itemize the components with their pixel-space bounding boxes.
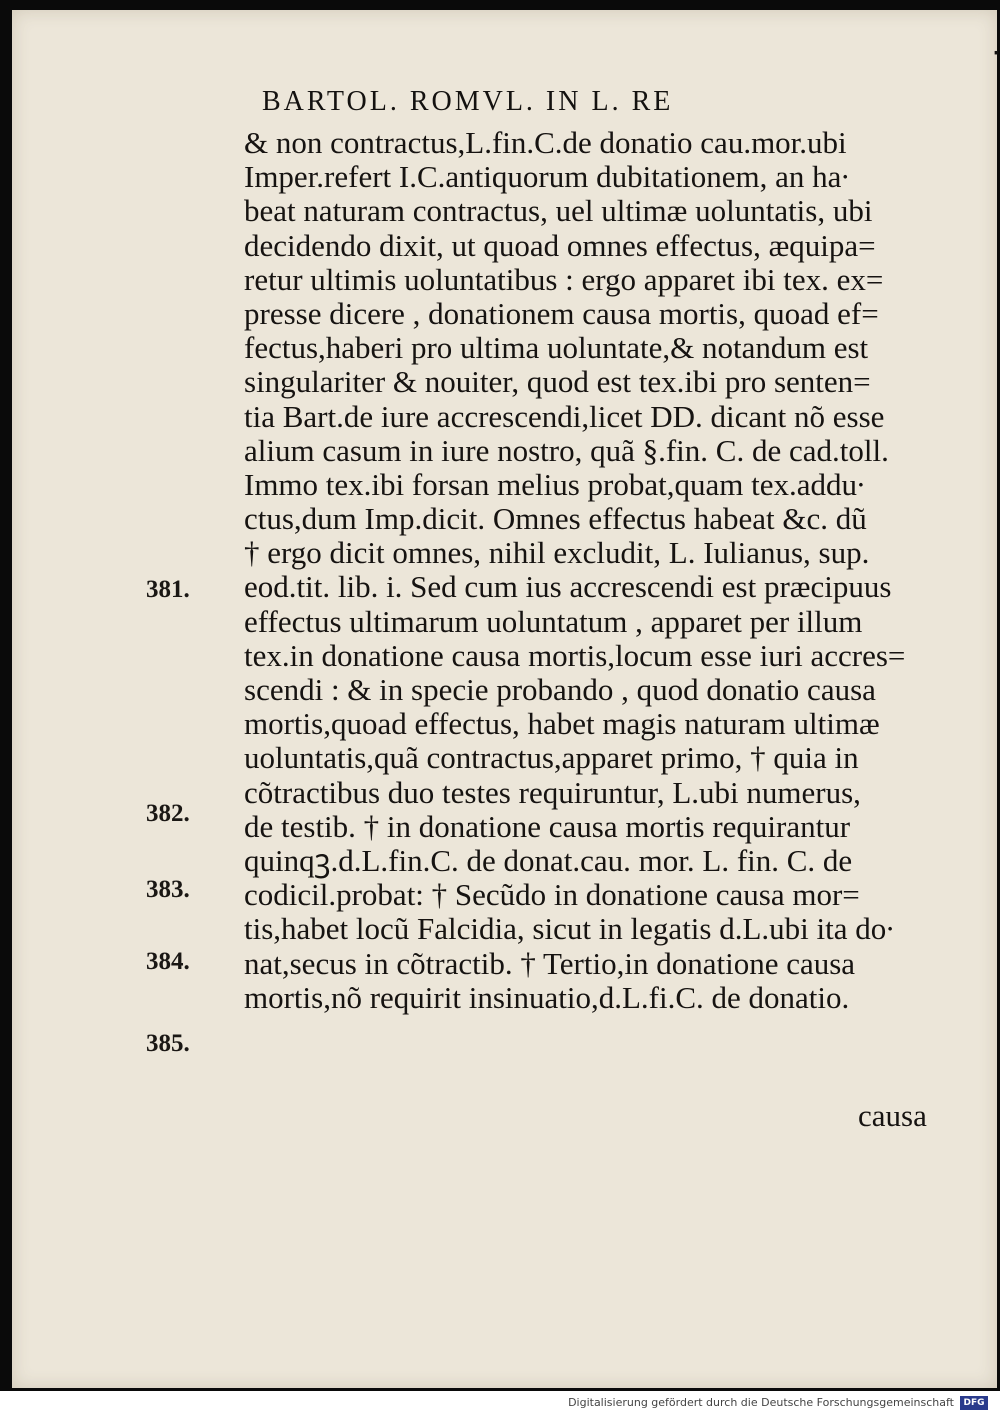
text-line: decidendo dixit, ut quoad omnes effectus, æquipa= xyxy=(244,227,876,263)
text-line: tis,habet locũ Falcidia, sicut in legatis d.L.ubi ita do∙ xyxy=(244,911,895,947)
text-line: Immo tex.ibi forsan melius probat,quam tex.addu∙ xyxy=(244,466,865,502)
body-text xyxy=(244,126,944,1015)
margin-number: 383. xyxy=(146,876,190,903)
text-line: fectus,haberi pro ultima uoluntate,& notandum est xyxy=(244,330,869,366)
text-line: uoluntatis,quã contractus,apparet primo, † quia in xyxy=(244,740,859,776)
margin-number: 385. xyxy=(146,1030,190,1057)
text-line: tia Bart.de iure accrescendi,licet DD. dicant nõ esse xyxy=(244,398,885,434)
running-head: BARTOL. ROMVL. IN L. RE xyxy=(262,86,674,117)
footer-credit: Digitalisierung gefördert durch die Deutsche Forschungsgemeinschaft xyxy=(568,1396,954,1409)
text-line: eod.tit. lib. i. Sed cum ius accrescendi est præcipuus xyxy=(244,569,892,605)
text-line: mortis,quoad effectus, habet magis naturam ultimæ xyxy=(244,706,880,742)
text-line: scendi : & in specie probando , quod donatio causa xyxy=(244,672,876,707)
text-line: codicil.probat: † Secũdo in donatione causa mor= xyxy=(244,877,860,913)
text-line: mortis,nõ requirit insinuatio,d.L.fi.C. de donatio. xyxy=(244,979,850,1015)
page-mark: ▪ xyxy=(994,46,999,61)
text-line: de testib. † in donatione causa mortis requirantur xyxy=(244,808,851,844)
text-line: ctus,dum Imp.dicit. Omnes effectus habeat &c. dũ xyxy=(244,501,867,537)
text-line: effectus ultimarum uoluntatum , apparet per illum xyxy=(244,603,863,639)
dfg-logo-icon: DFG xyxy=(960,1396,988,1410)
text-line: quinqꝫ.d.L.fin.C. de donat.cau. mor. L. fin. C. de xyxy=(244,842,853,878)
footer-bar xyxy=(0,1391,1000,1417)
margin-number: 382. xyxy=(146,800,190,827)
text-line: presse dicere , donationem causa mortis, quoad ef= xyxy=(244,295,879,331)
text-line: alium casum in iure nostro, quã §.fin. C. de cad.toll. xyxy=(244,432,889,468)
text-line: nat,secus in cõtractib. † Tertio,in donatione causa xyxy=(244,945,856,981)
text-line: tex.in donatione causa mortis,locum esse iuri accres= xyxy=(244,637,906,673)
text-line: Imper.refert I.C.antiquorum dubitationem, an ha∙ xyxy=(244,159,850,195)
margin-number: 384. xyxy=(146,948,190,975)
text-line: & non contractus,L.fin.C.de donatio cau.mor.ubi xyxy=(244,125,847,160)
text-line: beat naturam contractus, uel ultimæ uoluntatis, ubi xyxy=(244,193,873,229)
margin-number: 381. xyxy=(146,576,190,603)
text-line: retur ultimis uoluntatibus : ergo apparet ibi tex. ex= xyxy=(244,261,884,297)
text-line: cõtractibus duo testes requiruntur, L.ubi numerus, xyxy=(244,774,861,810)
catchword: causa xyxy=(858,1098,927,1133)
text-line: † ergo dicit omnes, nihil excludit, L. Iulianus, sup. xyxy=(244,535,870,571)
text-line: singulariter & nouiter, quod est tex.ibi pro senten= xyxy=(244,364,871,400)
